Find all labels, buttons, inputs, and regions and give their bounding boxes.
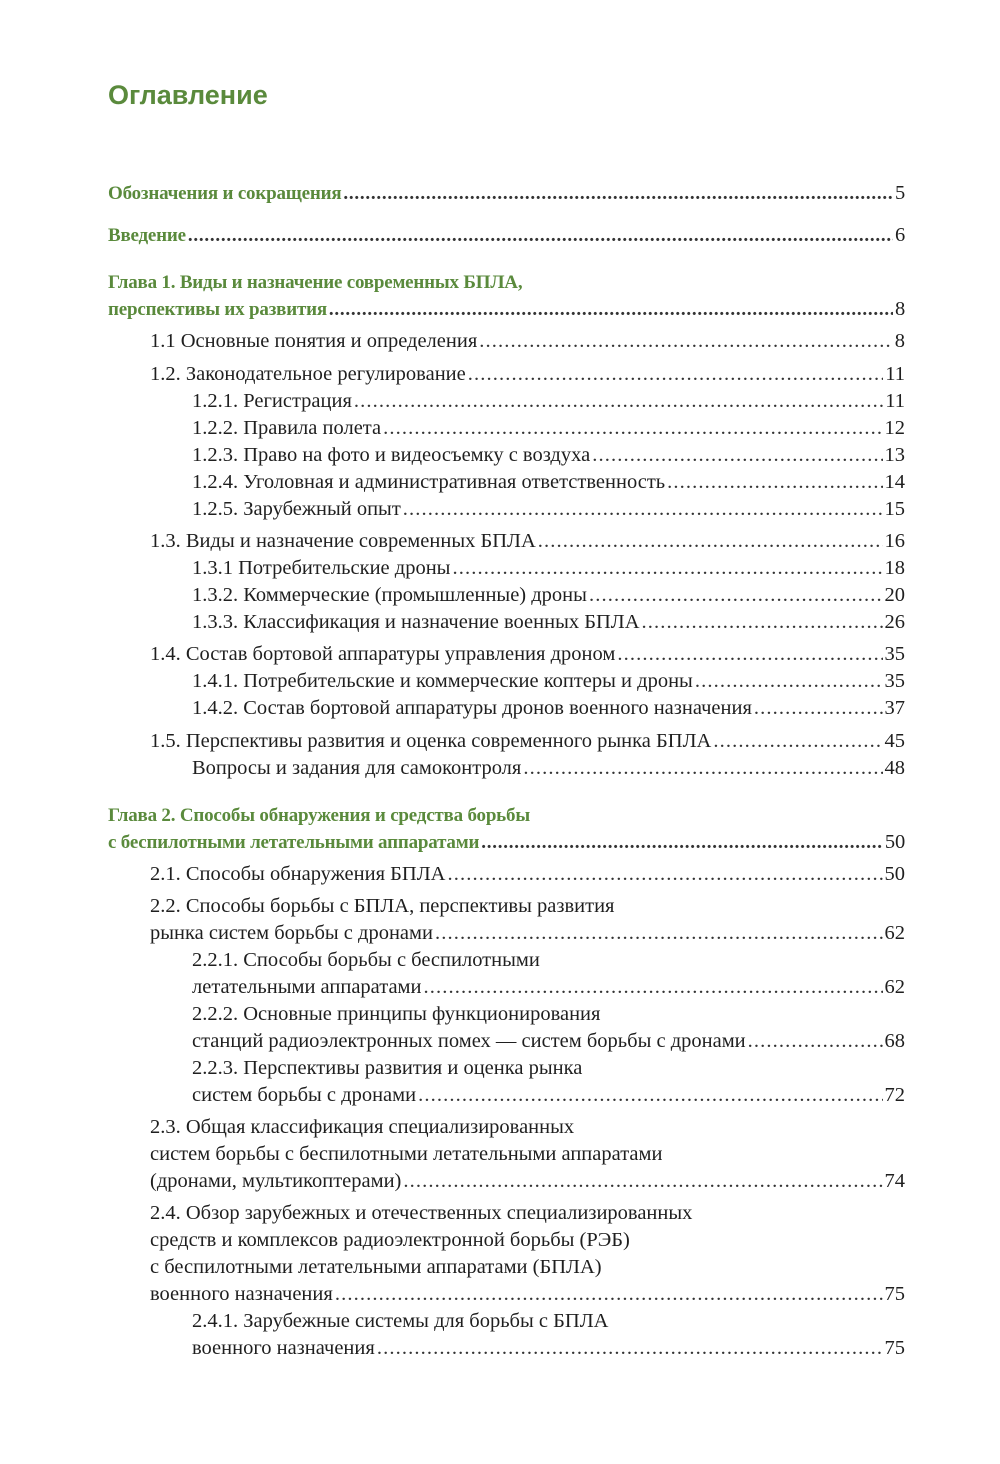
toc-entry-page: 16 bbox=[884, 530, 905, 552]
toc-entry-title: систем борьбы с дронами bbox=[192, 1084, 417, 1106]
toc-entry-title: 2.4. Обзор зарубежных и отечественных специализированных bbox=[150, 1202, 693, 1224]
toc-entry-line[interactable] bbox=[0, 1200, 905, 1226]
toc-entry[interactable] bbox=[0, 415, 905, 441]
toc-entry[interactable] bbox=[0, 296, 905, 323]
toc-entry-title: 2.2.1. Способы борьбы с беспилотными bbox=[192, 949, 540, 971]
toc-entry-title: 2.2.3. Перспективы развития и оценка рынка bbox=[192, 1057, 583, 1079]
toc-entry-title: летательными аппаратами bbox=[192, 976, 422, 998]
toc-entry-page: 14 bbox=[884, 471, 905, 493]
toc-entry-title: 1.3. Виды и назначение современных БПЛА bbox=[150, 530, 536, 552]
toc-entry[interactable] bbox=[0, 861, 905, 887]
toc-entry-title: 2.3. Общая классификация специализированных bbox=[150, 1116, 575, 1138]
toc-entry-title: 1.2.3. Право на фото и видеосъемку с воздуха bbox=[192, 444, 591, 466]
toc-entry-page: 15 bbox=[884, 498, 905, 520]
toc-entry[interactable] bbox=[0, 555, 905, 581]
page-title: Оглавление bbox=[108, 80, 268, 110]
toc-entry[interactable] bbox=[0, 328, 905, 354]
toc-entry-page: 68 bbox=[884, 1030, 905, 1052]
toc-entry-title: 1.4.1. Потребительские и коммерческие коптеры и дроны bbox=[192, 670, 693, 692]
toc-entry-line[interactable] bbox=[0, 1227, 905, 1253]
toc-entry-line[interactable] bbox=[0, 803, 905, 829]
toc-entry-title: военного назначения bbox=[192, 1337, 375, 1359]
toc-entry[interactable] bbox=[0, 388, 905, 414]
toc-entry-page: 75 bbox=[884, 1283, 905, 1305]
toc-entry-page: 37 bbox=[884, 697, 905, 719]
toc-entry[interactable] bbox=[0, 469, 905, 495]
toc-entry-title: (дронами, мультикоптерами) bbox=[150, 1170, 402, 1192]
toc-entry-line[interactable] bbox=[0, 1055, 905, 1081]
toc-entry[interactable] bbox=[0, 829, 905, 856]
toc-entry-page: 48 bbox=[884, 757, 905, 779]
toc-entry-line[interactable] bbox=[0, 947, 905, 973]
toc-entry-title: средств и комплексов радиоэлектронной борьбы (РЭБ) bbox=[150, 1229, 630, 1251]
toc-entry-title: 1.3.1 Потребительские дроны bbox=[192, 557, 451, 579]
toc-entry-page: 5 bbox=[894, 182, 905, 204]
toc-entry[interactable] bbox=[0, 1028, 905, 1054]
toc-entry-title: военного назначения bbox=[150, 1283, 333, 1305]
toc-entry-title: 2.1. Способы обнаружения БПЛА bbox=[150, 863, 446, 885]
toc-entry-page: 13 bbox=[884, 444, 905, 466]
toc-entry-page: 11 bbox=[885, 390, 905, 412]
toc-entry-title: 2.2.2. Основные принципы функционирования bbox=[192, 1003, 601, 1025]
toc-entry-title: Глава 2. Способы обнаружения и средства борьбы bbox=[108, 805, 530, 826]
toc-entry[interactable] bbox=[0, 728, 905, 754]
toc-entry-title: 1.2.5. Зарубежный опыт bbox=[192, 498, 401, 520]
toc-entry[interactable] bbox=[0, 1168, 905, 1194]
toc-entry[interactable] bbox=[0, 361, 905, 387]
toc-entry-title: 1.1 Основные понятия и определения bbox=[150, 330, 478, 352]
toc-entry-title: 1.4. Состав бортовой аппаратуры управления дроном bbox=[150, 643, 616, 665]
toc-entry-title: 2.4.1. Зарубежные системы для борьбы с БПЛА bbox=[192, 1310, 609, 1332]
toc-entry-page: 18 bbox=[884, 557, 905, 579]
toc-entry-page: 12 bbox=[884, 417, 905, 439]
toc-entry-line[interactable] bbox=[0, 1254, 905, 1280]
toc-entry[interactable] bbox=[0, 222, 905, 249]
toc-entry-page: 62 bbox=[884, 922, 905, 944]
toc-entry[interactable] bbox=[0, 442, 905, 468]
toc-entry-page: 72 bbox=[884, 1084, 905, 1106]
toc-entry-page: 35 bbox=[884, 670, 905, 692]
toc-entry-page: 6 bbox=[894, 224, 905, 246]
toc-entry-page: 74 bbox=[884, 1170, 905, 1192]
toc-entry-page: 50 bbox=[884, 863, 905, 885]
toc-entry-title: станций радиоэлектронных помех — систем борьбы с дронами bbox=[192, 1030, 746, 1052]
toc-entry-page: 8 bbox=[894, 298, 905, 320]
toc-entry-title: 1.4.2. Состав бортовой аппаратуры дронов военного назначения bbox=[192, 697, 752, 719]
toc-entry-title: Глава 1. Виды и назначение современных БПЛА, bbox=[108, 272, 523, 293]
toc-entry[interactable] bbox=[0, 1082, 905, 1108]
toc-entry[interactable] bbox=[0, 496, 905, 522]
toc-entry-title: 2.2. Способы борьбы с БПЛА, перспективы развития bbox=[150, 895, 615, 917]
toc-entry-title: 1.3.3. Классификация и назначение военных БПЛА bbox=[192, 611, 640, 633]
toc-entry-line[interactable] bbox=[0, 1114, 905, 1140]
toc-entry[interactable] bbox=[0, 755, 905, 781]
toc-entry-page: 62 bbox=[884, 976, 905, 998]
toc-entry-line[interactable] bbox=[0, 1308, 905, 1334]
toc-entry[interactable] bbox=[0, 695, 905, 721]
toc-entry-title: Введение bbox=[108, 225, 186, 246]
toc-entry-line[interactable] bbox=[0, 893, 905, 919]
toc-entry[interactable] bbox=[0, 609, 905, 635]
toc-entry[interactable] bbox=[0, 582, 905, 608]
toc-entry[interactable] bbox=[0, 920, 905, 946]
toc-entry-title: 1.3.2. Коммерческие (промышленные) дроны bbox=[192, 584, 587, 606]
toc-entry-title: 1.5. Перспективы развития и оценка современного рынка БПЛА bbox=[150, 730, 712, 752]
toc-entry-title: с беспилотными летательными аппаратами (БПЛА) bbox=[150, 1256, 602, 1278]
toc-entry-page: 26 bbox=[884, 611, 905, 633]
toc-entry-title: 1.2.1. Регистрация bbox=[192, 390, 352, 412]
toc-entry-page: 45 bbox=[884, 730, 905, 752]
toc-entry-title: перспективы их развития bbox=[108, 299, 327, 320]
toc-entry-title: 1.2. Законодательное регулирование bbox=[150, 363, 466, 385]
toc-entry-line[interactable] bbox=[0, 1141, 905, 1167]
toc-entry-page: 35 bbox=[884, 643, 905, 665]
toc-entry[interactable] bbox=[0, 668, 905, 694]
toc-entry-title: 1.2.4. Уголовная и административная ответственность bbox=[192, 471, 666, 493]
toc-entry[interactable] bbox=[0, 180, 905, 207]
toc-entry-title: Вопросы и задания для самоконтроля bbox=[192, 757, 522, 779]
toc-entry-line[interactable] bbox=[0, 1001, 905, 1027]
toc-entry[interactable] bbox=[0, 528, 905, 554]
toc-entry[interactable] bbox=[0, 1281, 905, 1307]
toc-entry-page: 75 bbox=[884, 1337, 905, 1359]
toc-entry-page: 8 bbox=[894, 330, 905, 352]
toc-entry-page: 20 bbox=[884, 584, 905, 606]
toc-entry-title: с беспилотными летательными аппаратами bbox=[108, 832, 480, 853]
toc-entry-page: 50 bbox=[884, 831, 905, 853]
toc-entry-title: систем борьбы с беспилотными летательными аппаратами bbox=[150, 1143, 663, 1165]
toc-entry[interactable] bbox=[0, 1335, 905, 1361]
toc-entry[interactable] bbox=[0, 974, 905, 1000]
toc-entry-title: рынка систем борьбы с дронами bbox=[150, 922, 433, 944]
toc-entry-title: 1.2.2. Правила полета bbox=[192, 417, 382, 439]
toc-entry-title: Обозначения и сокращения bbox=[108, 183, 342, 204]
toc-entry-line[interactable] bbox=[0, 270, 905, 296]
toc-entry[interactable] bbox=[0, 641, 905, 667]
toc-entry-page: 11 bbox=[885, 363, 905, 385]
